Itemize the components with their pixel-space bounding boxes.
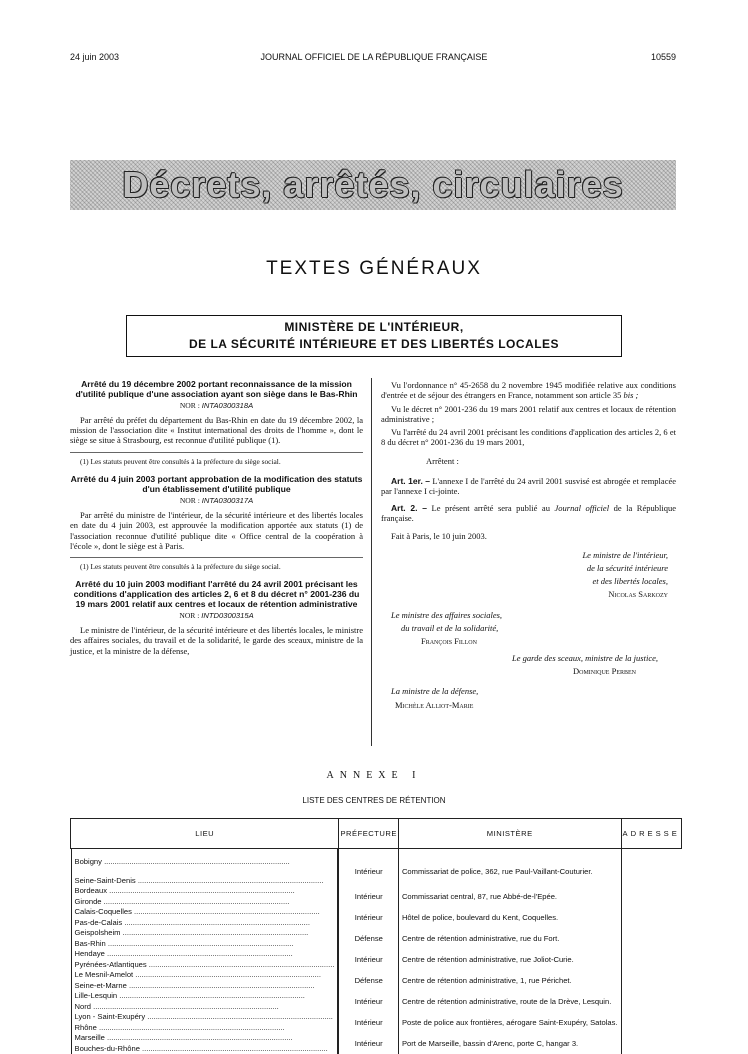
- cell-prefecture: Bas-Rhin .....: [71, 939, 339, 950]
- cell-prefecture: Pyrénées-Atlantiques .....: [71, 960, 339, 971]
- table-row: [71, 970, 682, 991]
- arrete-3-title: Arrêté du 10 juin 2003 modifiant l'arrêté du 24 avril 2001 précisant les conditions d'application des articles 2, 6 et 8 du décret n° 2001-236 du 19 mars 2001 relatif aux centres et locaux de rétention administrative: [70, 580, 363, 609]
- cell-ministere: Intérieur: [339, 907, 398, 928]
- fait-a-paris: Fait à Paris, le 10 juin 2003.: [381, 531, 676, 541]
- right-column: [381, 380, 676, 713]
- section-title: TEXTES GÉNÉRAUX: [0, 258, 748, 280]
- nor-code: INTA0300318A: [202, 401, 253, 410]
- left-column: [70, 380, 363, 659]
- section-banner: [70, 160, 676, 210]
- signature-3: [381, 653, 658, 677]
- arrete-2-body: Par arrêté du ministre de l'intérieur, de la sécurité intérieure et des libertés locales en date du 4 juin 2003, est approuvée la modification apportée aux statuts (1) de l'association reconnue d'utilité publique dite « Office central de la coopération à l'école », dont le siège est à Paris.: [70, 510, 363, 551]
- arrete-2-title: Arrêté du 4 juin 2003 portant approbation de la modification des statuts d'un établissement d'utilité publique: [70, 475, 363, 495]
- cell-lieu: Bordeaux .....: [71, 886, 339, 897]
- arrete-3-nor: [70, 611, 363, 621]
- visa-3: Vu l'arrêté du 24 avril 2001 précisant les conditions d'application des articles 2, 6 et 8 du décret n° 2001-236 du 19 mars 2001,: [381, 427, 676, 448]
- table-header-row: [71, 819, 682, 849]
- arrete-1-body: Par arrêté du préfet du département du Bas-Rhin en date du 19 décembre 2002, la mission de l'association dite « Institut international des droits de l'homme », dont le siège se situe à Strasbourg, est reconnue d'utilité publique (1).: [70, 415, 363, 446]
- nor-code: INTA0300317A: [202, 496, 253, 505]
- article-2-label: Art. 2. –: [391, 503, 427, 513]
- cell-ministere: Intérieur: [339, 886, 398, 907]
- cell-adresse: Commissariat central, 87, rue Abbé-de-l'Epée.: [398, 886, 621, 907]
- cell-adresse: Poste de police aux frontières, aérogare Saint-Exupéry, Satolas.: [398, 1012, 621, 1033]
- cell-prefecture: Nord .....: [71, 1002, 339, 1013]
- sig-1-line: et des libertés locales,: [381, 576, 668, 586]
- annexe-subtitle: LISTE DES CENTRES DE RÉTENTION: [0, 796, 748, 805]
- article-2-text-a: Le présent arrêté sera publié au: [432, 503, 550, 513]
- visa-1: [381, 380, 676, 401]
- column-divider: [371, 378, 372, 746]
- sig-2-line: Le ministre des affaires sociales,: [381, 610, 676, 620]
- nor-code: INTD0300315A: [201, 611, 253, 620]
- cell-lieu: Hendaye .....: [71, 949, 339, 960]
- retention-centres-table: [70, 818, 682, 1054]
- sig-1-line: Le ministre de l'intérieur,: [381, 550, 668, 560]
- header-page-number: 10559: [651, 52, 676, 62]
- cell-ministere: Défense: [339, 928, 398, 949]
- column-header-lieu: LIEU: [71, 819, 339, 849]
- cell-prefecture: Rhône .....: [71, 1023, 339, 1034]
- cell-prefecture: Seine-et-Marne .....: [71, 981, 339, 992]
- table-row: [71, 1033, 682, 1054]
- annexe-title: ANNEXE I: [0, 770, 748, 781]
- cell-adresse: Hôtel de police, boulevard du Kent, Coquelles.: [398, 907, 621, 928]
- arrete-1-title: Arrêté du 19 décembre 2002 portant reconnaissance de la mission d'utilité publique d'une association ayant son siège dans le Bas-Rhin: [70, 380, 363, 400]
- table-row: [71, 886, 682, 907]
- column-header-adresse: ADRESSE: [621, 819, 681, 849]
- ministry-line-2: DE LA SÉCURITÉ INTÉRIEURE ET DES LIBERTÉS LOCALES: [127, 336, 621, 353]
- cell-ministere: Intérieur: [339, 949, 398, 970]
- sig-1-name: Nicolas Sarkozy: [608, 589, 668, 599]
- article-1: [381, 476, 676, 497]
- cell-lieu: Le Mesnil-Amelot .....: [71, 970, 339, 981]
- sig-4-name: Michèle Alliot-Marie: [395, 700, 473, 710]
- table-row: [71, 928, 682, 949]
- table-row: [71, 949, 682, 970]
- header-date: 24 juin 2003: [70, 52, 119, 62]
- cell-lieu: Geispolsheim .....: [71, 928, 339, 939]
- signature-2: [381, 610, 676, 647]
- cell-prefecture: Seine-Saint-Denis .....: [71, 868, 339, 887]
- cell-adresse: Centre de rétention administrative, route de la Drève, Lesquin.: [398, 991, 621, 1012]
- arrete-2-footnote: (1) Les statuts peuvent être consultés à la préfecture du siège social.: [70, 557, 363, 572]
- cell-lieu: Marseille .....: [71, 1033, 339, 1044]
- article-2-journal: Journal officiel: [554, 503, 609, 513]
- table-row: [71, 849, 682, 887]
- cell-adresse: Commissariat de police, 362, rue Paul-Vaillant-Couturier.: [398, 849, 621, 887]
- table-row: [71, 1012, 682, 1033]
- cell-lieu: Lille-Lesquin .....: [71, 991, 339, 1002]
- signature-1: [381, 550, 668, 600]
- article-1-text: L'annexe I de l'arrêté du 24 avril 2001 susvisé est abrogée et remplacée par l'annexe I ci-jointe.: [381, 476, 676, 496]
- cell-ministere: Intérieur: [339, 991, 398, 1012]
- banner-title: Décrets, arrêtés, circulaires: [122, 164, 623, 206]
- cell-ministere: Intérieur: [339, 1012, 398, 1033]
- sig-3-name: Dominique Perben: [573, 666, 636, 676]
- column-header-prefecture: PRÉFECTURE: [339, 819, 398, 849]
- ministry-box: [126, 315, 622, 357]
- cell-ministere: Intérieur: [339, 849, 398, 887]
- cell-adresse: Port de Marseille, bassin d'Arenc, porte C, hangar 3.: [398, 1033, 621, 1054]
- nor-label: NOR :: [179, 611, 199, 620]
- arretent: Arrêtent :: [381, 456, 676, 466]
- visa-1-bis: bis ;: [624, 390, 639, 400]
- sig-4-line: La ministre de la défense,: [381, 686, 676, 696]
- arrete-3-body: Le ministre de l'intérieur, de la sécurité intérieure et des libertés locales, le ministre des affaires sociales, du travail et de la solidarité, le garde des sceaux, ministre de la justice, et la ministre de la défense,: [70, 625, 363, 656]
- cell-lieu: Calais-Coquelles .....: [71, 907, 339, 918]
- nor-label: NOR :: [180, 401, 200, 410]
- sig-2-line: du travail et de la solidarité,: [381, 623, 676, 633]
- article-2: [381, 503, 676, 524]
- cell-adresse: Centre de rétention administrative, 1, rue Périchet.: [398, 970, 621, 991]
- visa-2: Vu le décret n° 2001-236 du 19 mars 2001 relatif aux centres et locaux de rétention administrative ;: [381, 404, 676, 425]
- signature-4: [381, 686, 676, 710]
- cell-prefecture: Gironde .....: [71, 897, 339, 908]
- nor-label: NOR :: [180, 496, 200, 505]
- visa-1-text: Vu l'ordonnance n° 45-2658 du 2 novembre 1945 modifiée relative aux conditions d'entrée et de séjour des étrangers en France, notamment son article 35: [381, 380, 676, 400]
- arrete-1-nor: [70, 401, 363, 411]
- cell-lieu: Bobigny .....: [71, 849, 339, 868]
- cell-prefecture: Bouches-du-Rhône .....: [71, 1044, 339, 1054]
- cell-prefecture: Pas-de-Calais .....: [71, 918, 339, 929]
- sig-2-name: François Fillon: [421, 636, 477, 646]
- cell-ministere: Défense: [339, 970, 398, 991]
- article-2-text-b: de la République française.: [381, 503, 676, 523]
- sig-3-line: Le garde des sceaux, ministre de la justice,: [381, 653, 658, 663]
- cell-lieu: Lyon - Saint-Exupéry .....: [71, 1012, 339, 1023]
- header-journal-title: JOURNAL OFFICIEL DE LA RÉPUBLIQUE FRANÇAISE: [0, 52, 748, 62]
- arrete-2-nor: [70, 496, 363, 506]
- cell-adresse: Centre de rétention administrative, rue Joliot-Curie.: [398, 949, 621, 970]
- cell-ministere: Intérieur: [339, 1033, 398, 1054]
- ministry-line-1: MINISTÈRE DE L'INTÉRIEUR,: [127, 319, 621, 336]
- column-header-ministere: MINISTÈRE: [398, 819, 621, 849]
- arrete-1-footnote: (1) Les statuts peuvent être consultés à la préfecture du siège social.: [70, 452, 363, 467]
- article-1-label: Art. 1er. –: [391, 476, 430, 486]
- cell-adresse: Centre de rétention administrative, rue du Fort.: [398, 928, 621, 949]
- sig-1-line: de la sécurité intérieure: [381, 563, 668, 573]
- table-row: [71, 991, 682, 1012]
- table-row: [71, 907, 682, 928]
